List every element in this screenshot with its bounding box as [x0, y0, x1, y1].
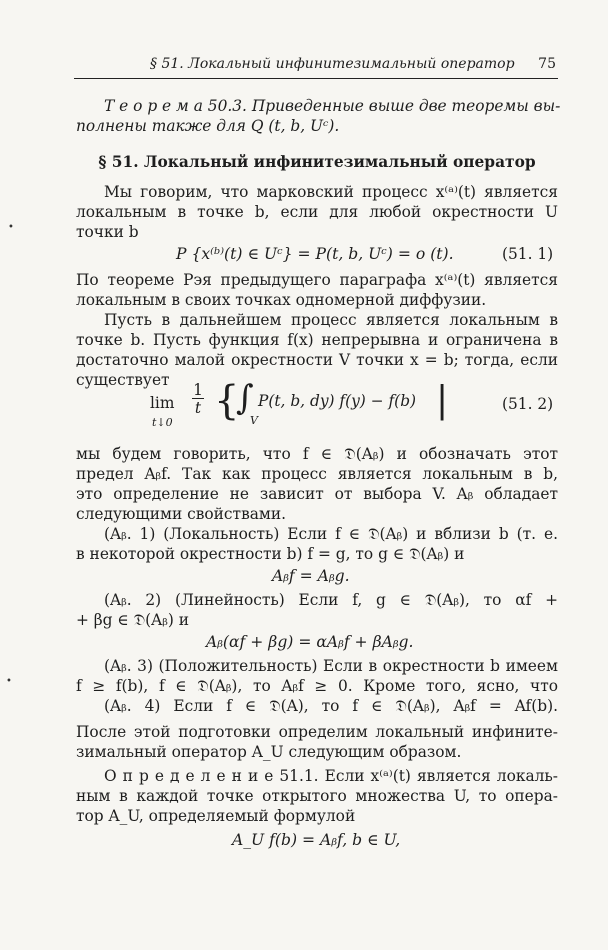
- fraction-denominator: t: [194, 399, 202, 417]
- equation-51-2-number: (51. 2): [502, 395, 554, 413]
- header-rule: [74, 78, 558, 79]
- prop1-line-2: в некоторой окрестности b) f = g, то g ∈ 𝔇(Aᵦ) и: [76, 545, 465, 563]
- para4-line-4: следующими свойствами.: [76, 505, 287, 523]
- para3-line-3: достаточно малой окрестности V точки x = b; тогда, если: [76, 351, 558, 369]
- definition-line-1: О п р е д е л е н и е 51.1. Если x⁽ᵃ⁾(t) является локаль-: [104, 767, 558, 785]
- fraction: [192, 382, 204, 417]
- margin-mark: •: [6, 676, 12, 687]
- para1-line-2: локальным в точке b, если для любой окрестности U: [76, 203, 558, 221]
- page-number: 75: [538, 56, 556, 72]
- running-header-title: § 51. Локальный инфинитезимальный оператор: [150, 56, 515, 72]
- para2-line-2: локальным в своих точках одномерной диффузии.: [76, 291, 487, 309]
- definition-line-3: тор A_U, определяемый формулой: [76, 807, 356, 825]
- lim-subscript: t↓0: [152, 416, 173, 429]
- para4-line-1: мы будем говорить, что f ∈ 𝔇(Aᵦ) и обозначать этот: [76, 445, 558, 463]
- prop1-equation: Aᵦf = Aᵦg.: [272, 567, 350, 585]
- section-heading: § 51. Локальный инфинитезимальный оператор: [98, 153, 536, 171]
- running-header: [76, 56, 556, 78]
- para5-line-2: зимальный оператор A_U следующим образом.: [76, 743, 462, 761]
- integrand: P(t, b, dy) f(y) − f(b): [258, 392, 417, 410]
- para5-line-1: После этой подготовки определим локальный инфините-: [76, 723, 558, 741]
- prop3-line-1: (Aᵦ. 3) (Положительность) Если в окрестности b имеем: [104, 657, 558, 675]
- left-brace: {: [214, 378, 240, 424]
- para4-line-2: предел Aᵦf. Так как процесс является локальным в b,: [76, 465, 558, 483]
- para3-line-2: точке b. Пусть функция f(x) непрерывна и ограничена в: [76, 331, 558, 349]
- para3-line-4: существует: [76, 371, 170, 389]
- prop1-line-1: (Aᵦ. 1) (Локальность) Если f ∈ 𝔇(Aᵦ) и вблизи b (т. е.: [104, 525, 558, 543]
- definition-line-2: ным в каждой точке открытого множества U, то опера-: [76, 787, 558, 805]
- theorem-line-2: полнены также для Q (t, b, Uᶜ).: [76, 117, 340, 135]
- prop4-line: (Aᵦ. 4) Если f ∈ 𝔇(A), то f ∈ 𝔇(Aᵦ), Aᵦf = Af(b).: [104, 697, 558, 715]
- theorem-line-1: Т е о р е м а 50.3. Приведенные выше две теоремы вы-: [104, 97, 561, 115]
- para4-line-3: это определение не зависит от выбора V. Aᵦ обладает: [76, 485, 558, 503]
- para1-line-1: Мы говорим, что марковский процесс x⁽ᵃ⁾(t) является: [104, 183, 558, 201]
- lim-operator: lim: [150, 394, 175, 412]
- para3-line-1: Пусть в дальнейшем процесс является локальным в: [104, 311, 558, 329]
- integral-sign: ∫: [236, 378, 254, 418]
- definition-equation: A_U f(b) = Aᵦf, b ∈ U,: [232, 831, 401, 849]
- prop3-line-2: f ≥ f(b), f ∈ 𝔇(Aᵦ), то Aᵦf ≥ 0. Кроме того, ясно, что: [76, 677, 558, 695]
- para2-line-1: По теореме Рэя предыдущего параграфа x⁽ᵃ⁾(t) является: [76, 271, 558, 289]
- prop2-line-1: (Aᵦ. 2) (Линейность) Если f, g ∈ 𝔇(Aᵦ), то αf +: [104, 591, 558, 609]
- equation-51-1: P {x⁽ᵇ⁾(t) ∈ Uᶜ} = P(t, b, Uᶜ) = o (t).: [176, 245, 454, 263]
- equation-51-2: [150, 380, 490, 440]
- fraction-numerator: 1: [193, 381, 203, 399]
- prop2-equation: Aᵦ(αf + βg) = αAᵦf + βAᵦg.: [206, 633, 414, 651]
- equation-51-1-number: (51. 1): [502, 245, 554, 263]
- margin-mark: •: [8, 222, 14, 233]
- prop2-line-2: + βg ∈ 𝔇(Aᵦ) и: [76, 611, 190, 629]
- right-bracket: |: [436, 380, 449, 421]
- integral-subscript: V: [250, 414, 258, 427]
- para1-line-3: точки b: [76, 223, 139, 241]
